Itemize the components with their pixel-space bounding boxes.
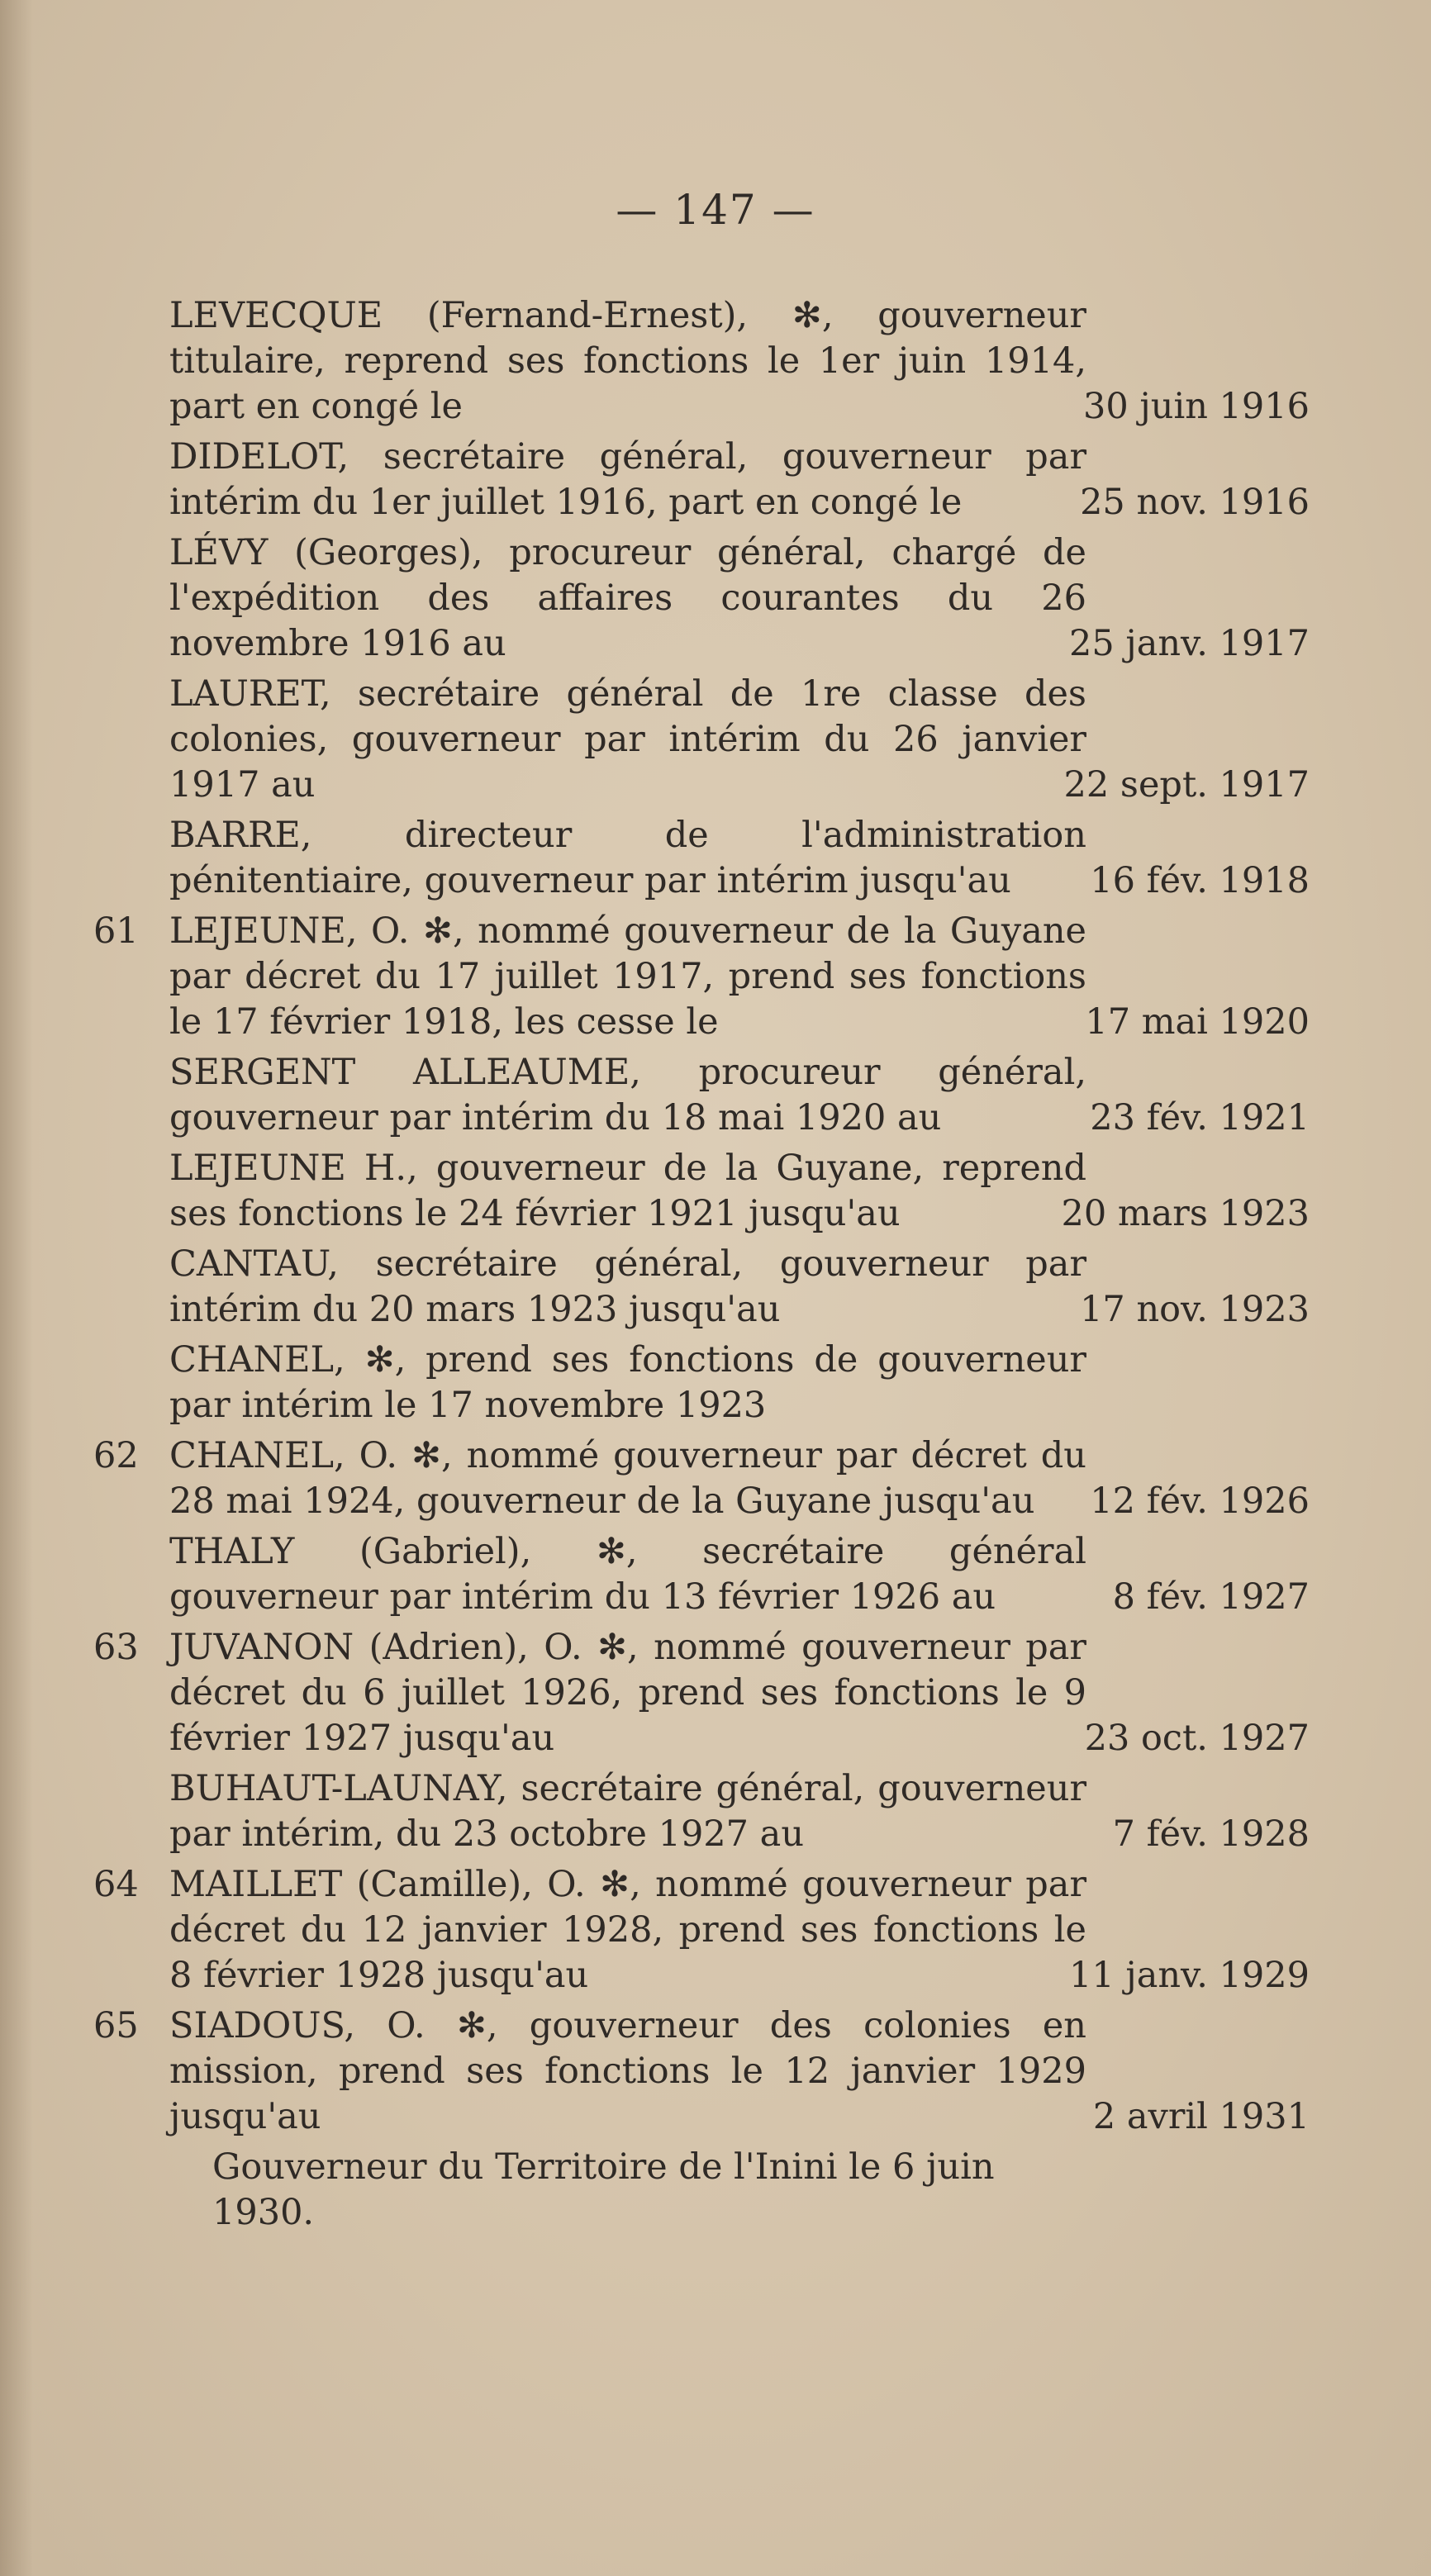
entry-text: BUHAUT-LAUNAY, secrétaire général, gouverneur par intérim, du 23 octobre 1927 au: [169, 1768, 1086, 1855]
entry-text: DIDELOT, secrétaire général, gouverneur par intérim du 1er juillet 1916, part en congé le: [169, 436, 1086, 523]
entry-date: 23 fév. 1921: [1090, 1097, 1310, 1138]
entry-date: 11 janv. 1929: [1068, 1955, 1310, 1996]
list-entry: [169, 672, 1310, 808]
entry-date: 25 janv. 1917: [1068, 623, 1310, 664]
entry-number: 62: [93, 1435, 139, 1476]
list-entry: [169, 813, 1310, 904]
list-entry: [169, 435, 1310, 525]
entry-text: LAURET, secrétaire général de 1re classe des colonies, gouverneur par intérim du 26 janvier 1917 au: [169, 673, 1086, 806]
entry-date: 30 juin 1916: [1083, 386, 1310, 427]
entry-text: LEJEUNE H., gouverneur de la Guyane, reprend ses fonctions le 24 février 1921 jusqu'au: [169, 1148, 1086, 1234]
entry-number: 61: [93, 910, 139, 952]
list-entry: [93, 1625, 1310, 1761]
list-entry: [93, 1433, 1310, 1524]
list-entry: [169, 1146, 1310, 1237]
list-entry: [93, 909, 1310, 1045]
entry-date: 2 avril 1931: [1092, 2096, 1310, 2137]
closing-note: Gouverneur du Territoire de l'Inini le 6 juin 1930.: [212, 2146, 995, 2233]
entry-text: JUVANON (Adrien), O. ✻, nommé gouverneur par décret du 6 juillet 1926, prend ses fonctions le 9 février 1927 jusqu'au: [169, 1627, 1086, 1759]
entry-text: SERGENT ALLEAUME, procureur général, gouverneur par intérim du 18 mai 1920 au: [169, 1052, 1086, 1138]
list-entry: [93, 1862, 1310, 1999]
entry-number: 64: [93, 1864, 139, 1905]
entry-date: 8 fév. 1927: [1112, 1576, 1310, 1618]
entry-text: CHANEL, ✻, prend ses fonctions de gouverneur par intérim le 17 novembre 1923: [169, 1339, 1086, 1426]
entry-number: 65: [93, 2005, 139, 2046]
list-entry: [169, 1242, 1310, 1333]
list-entry: [169, 530, 1310, 667]
entry-date: 22 sept. 1917: [1063, 764, 1310, 806]
list-entry: [93, 2003, 1310, 2140]
entry-text: LEVECQUE (Fernand-Ernest), ✻, gouverneur titulaire, reprend ses fonctions le 1er juin 1914, part en congé le: [169, 295, 1086, 427]
list-entry: [169, 1050, 1310, 1141]
entry-date: 17 mai 1920: [1085, 1001, 1310, 1043]
entry-text: THALY (Gabriel), ✻, secrétaire général gouverneur par intérim du 13 février 1926 au: [169, 1531, 1086, 1618]
entry-date: 12 fév. 1926: [1090, 1480, 1310, 1522]
entry-text: BARRE, directeur de l'administration pénitentiaire, gouverneur par intérim jusqu'au: [169, 815, 1086, 901]
entry-text: SIADOUS, O. ✻, gouverneur des colonies en mission, prend ses fonctions le 12 janvier 1929 jusqu'au: [169, 2005, 1086, 2137]
entry-text: LÉVY (Georges), procureur général, chargé de l'expédition des affaires courantes du 26 novembre 1916 au: [169, 532, 1086, 664]
entry-text: CHANEL, O. ✻, nommé gouverneur par décret du 28 mai 1924, gouverneur de la Guyane jusqu'au: [169, 1435, 1086, 1522]
entry-date: 23 oct. 1927: [1084, 1718, 1310, 1759]
entry-date: 16 fév. 1918: [1090, 860, 1310, 901]
entry-date: 7 fév. 1928: [1112, 1813, 1310, 1855]
page-edge-shadow: [0, 0, 33, 2576]
list-entry: [169, 293, 1310, 430]
entry-date: 25 nov. 1916: [1080, 482, 1310, 523]
entry-date: 17 nov. 1923: [1080, 1289, 1310, 1330]
list-entry: [169, 1338, 1310, 1428]
entry-text: CANTAU, secrétaire général, gouverneur par intérim du 20 mars 1923 jusqu'au: [169, 1243, 1086, 1330]
list-entry: [169, 1766, 1310, 1857]
entry-date: 20 mars 1923: [1061, 1193, 1310, 1234]
entry-number: 63: [93, 1627, 139, 1668]
entry-text: LEJEUNE, O. ✻, nommé gouverneur de la Guyane par décret du 17 juillet 1917, prend ses fonctions le 17 février 1918, les cesse le: [169, 910, 1086, 1043]
list-entry: [169, 1529, 1310, 1620]
page-number: — 147 —: [616, 186, 815, 234]
governor-list: [93, 293, 1310, 2236]
entry-text: MAILLET (Camille), O. ✻, nommé gouverneur par décret du 12 janvier 1928, prend ses fonctions le 8 février 1928 jusqu'au: [169, 1864, 1086, 1996]
